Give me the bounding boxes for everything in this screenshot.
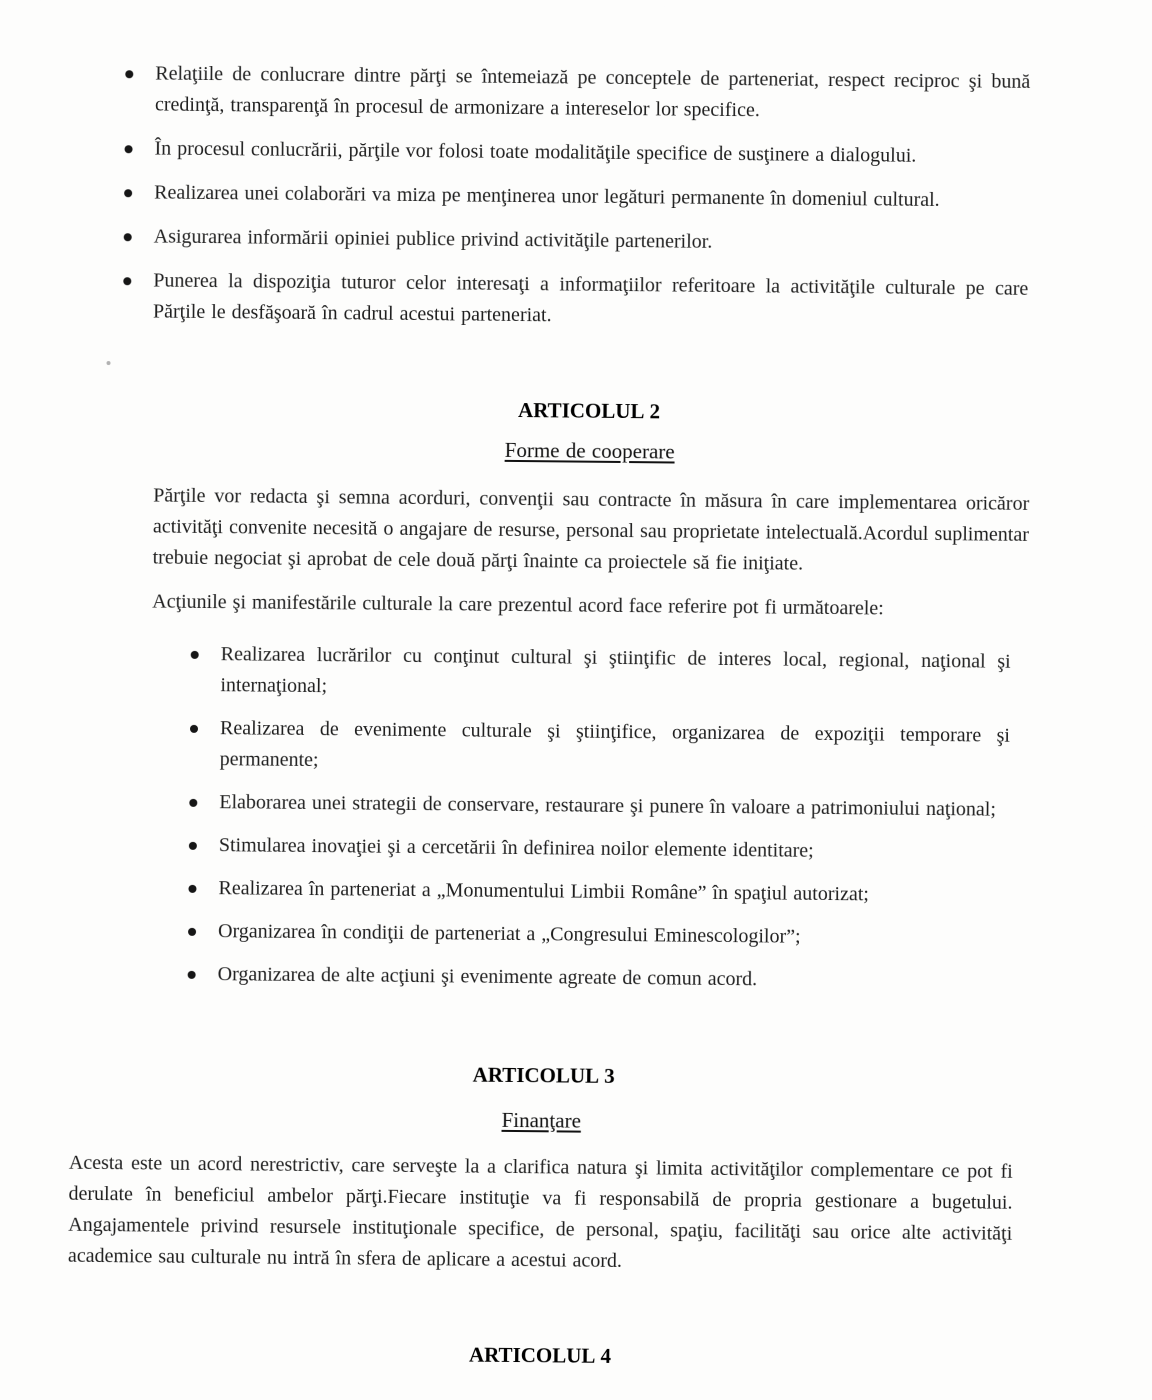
- article-2-bullet-list: [188, 639, 1146, 999]
- list-item: [189, 830, 1144, 870]
- list-item-text: Asigurarea informării opiniei publice privind activităţile partenerilor.: [153, 225, 713, 253]
- article-2-title: ARTICOLUL 2: [517, 397, 661, 424]
- bullet-icon: [124, 233, 132, 241]
- list-item: [125, 58, 1152, 130]
- list-item: [189, 787, 1144, 827]
- list-item-text: Elaborarea unei strategii de conservare, restaurare şi punere în valoare a patrimoniului naţional;: [219, 791, 997, 821]
- article-2-subtitle: [14, 432, 1152, 469]
- list-item-text: Realizarea unei colaborări va miza pe menţinerea unor legături permanente în domeniul cultural.: [154, 181, 940, 212]
- bullet-icon: [191, 651, 199, 659]
- list-item: [188, 959, 1143, 999]
- list-item: [124, 133, 1150, 174]
- list-item-text: Stimularea inovaţiei şi a cercetării în definirea noilor elemente identitare;: [218, 834, 814, 862]
- list-item-text: Realizarea lucrărilor cu conţinut cultural şi ştiinţific de interes local, regional, naţional şi internaţional;: [220, 643, 1011, 698]
- intro-bullet-list: [123, 58, 1152, 337]
- list-item-text: În procesul conlucrării, părţile vor folosi toate modalităţile specifice de susţinere a dialogului.: [154, 137, 917, 167]
- article-4-title: ARTICOLUL 4: [468, 1342, 612, 1368]
- bullet-icon: [188, 885, 196, 893]
- bullet-icon: [189, 799, 197, 807]
- list-item: [124, 221, 1150, 262]
- list-item-text: Realizarea de evenimente culturale şi ştiinţifice, organizarea de expoziţii temporare şi permanente;: [219, 717, 1011, 772]
- list-item-text: Relaţiile de conlucrare dintre părţi se întemeiază pe conceptele de parteneriat, respect reciproc şi bună credinţă, transparenţă în procesul de armonizare a intereselor lor specifice.: [154, 62, 1031, 122]
- article-2-list-intro: Acţiunile şi manifestările culturale la care prezentul acord face referire pot fi următoarele:: [152, 590, 884, 620]
- scan-artifact-dot: [107, 361, 111, 365]
- list-item-text: Punerea la dispoziţia tuturor celor interesaţi a informaţiilor referitoare la activităţile culturale pe care Părţile le desfăşoară în cadrul acestui parteneriat.: [152, 269, 1029, 327]
- bullet-icon: [189, 842, 197, 850]
- list-item: [123, 265, 1150, 337]
- bullet-icon: [188, 971, 196, 979]
- article-3-title: ARTICOLUL 3: [472, 1062, 615, 1088]
- subtitle-underlined-text: Finanţare: [501, 1107, 582, 1133]
- bullet-icon: [188, 928, 196, 936]
- bullet-icon: [190, 725, 198, 733]
- list-item: [188, 916, 1143, 956]
- bullet-icon: [125, 70, 133, 78]
- subtitle-underlined-text: Forme de cooperare: [504, 437, 675, 464]
- list-item: [124, 177, 1150, 218]
- list-item: [190, 639, 1146, 710]
- bullet-icon: [124, 189, 132, 197]
- article-3-paragraph: Acesta este un acord nerestrictiv, care serveşte la a clarifica natura şi limita activităţilor complementare ce pot fi derulate în beneficiul ambelor părţi.Fiecare instituţie va fi responsabilă de propria gestionare a bugetului. Angajamentele privind resursele instituţionale specifice, de personal, spaţiu, facilităţi sau orice alte activităţi academice sau culturale nu intră în sfera de aplicare a acestui acord.: [67, 1151, 1013, 1273]
- list-item: [188, 873, 1143, 913]
- article-2-paragraph: Părţile vor redacta şi semna acorduri, convenţii sau contracte în măsura în care implementarea oricăror activităţi convenite necesită o angajare de resurse, personal sau proprietate intelectuală.Acordul suplimentar trebuie negociat şi aprobat de cele două părţi înainte ca proiectele să fie iniţiate.: [152, 484, 1030, 575]
- article-3-subtitle: [0, 1102, 1117, 1139]
- list-item: [190, 713, 1146, 784]
- bullet-icon: [123, 277, 131, 285]
- bullet-icon: [125, 145, 133, 153]
- list-item-text: Organizarea în condiţii de parteneriat a „Congresului Eminescologilor”;: [217, 920, 801, 948]
- list-item-text: Organizarea de alte acţiuni şi evenimente agreate de comun acord.: [217, 963, 758, 991]
- list-item-text: Realizarea în parteneriat a „Monumentului Limbii Române” în spaţiul autorizat;: [218, 877, 870, 906]
